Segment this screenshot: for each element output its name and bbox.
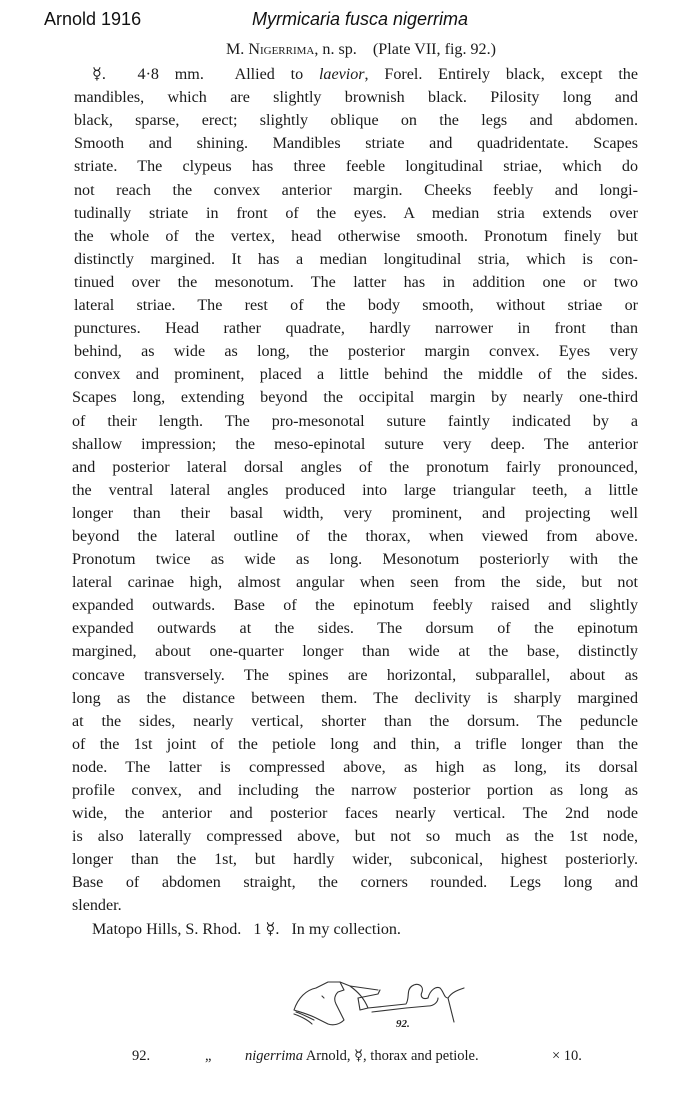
caption-magnification: × 10. <box>552 1048 582 1064</box>
text-line: profile convex, and including the narrow posterior portion as long as <box>72 782 638 799</box>
text-line: at the sides, nearly vertical, shorter than the dorsum. The peduncle <box>72 712 638 730</box>
text-line: the ventral lateral angles produced into large triangular teeth, a little <box>72 481 638 499</box>
text-line: longer than the 1st, but hardly wider, subconical, highest posteriorly. <box>72 851 638 869</box>
text-line: expanded outwards at the sides. The dorsum of the epinotum <box>72 620 638 638</box>
text-line: is also laterally compressed above, but not so much as the 1st node, <box>72 828 638 846</box>
description-paragraph-2 <box>72 386 638 917</box>
text-line: of their length. The pro-mesonotal suture faintly indicated by a <box>72 412 638 430</box>
caption-figure-number: 92. <box>132 1048 151 1064</box>
text-line: Base of abdomen straight, the corners rounded. Legs long and <box>72 874 638 892</box>
text-line: punctures. Head rather quadrate, hardly narrower in front than <box>74 320 638 338</box>
text-line: convex and prominent, placed a little behind the middle of the sides. <box>74 366 638 384</box>
title-plate-reference: , n. sp. (Plate VII, fig. 92.) <box>314 41 496 58</box>
caption-species: nigerrima <box>245 1048 303 1064</box>
text-line: the whole of the vertex, head otherwise smooth. Pronotum finely but <box>74 227 638 245</box>
text-line: Scapes long, extending beyond the occipital margin by nearly one-third <box>72 389 638 407</box>
text-line: Pronotum twice as wide as long. Mesonotum posteriorly with the <box>72 551 638 569</box>
text-line: and posterior lateral dorsal angles of the pronotum fairly pronounced, <box>72 458 638 476</box>
thorax-petiole-illustration <box>288 968 468 1038</box>
text-line: wide, the anterior and posterior faces nearly vertical. The 2nd node <box>72 805 638 823</box>
text-line: beyond the lateral outline of the thorax, when viewed from above. <box>72 527 638 545</box>
text-line: of the 1st joint of the petiole long and thin, a trifle longer than the <box>72 735 638 753</box>
species-title <box>74 38 638 61</box>
text-line: lateral carinae high, almost angular when seen from the side, but not <box>72 574 638 592</box>
figure-number-label: 92. <box>396 1018 410 1030</box>
text-line: black, sparse, erect; slightly oblique on the legs and abdomen. <box>74 112 638 130</box>
text-line: margined, about one-quarter longer than wide at the base, distinctly <box>72 643 638 661</box>
text-line: node. The latter is compressed above, as high as long, its dorsal <box>72 758 638 776</box>
text-line: longer than their basal width, very prominent, and projecting well <box>72 504 638 522</box>
text-line: concave transversely. The spines are horizontal, subparallel, about as <box>72 666 638 684</box>
caption-text <box>245 1048 479 1065</box>
text-line: behind, as wide as long, the posterior margin convex. Eyes very <box>74 343 638 361</box>
text-line: striate. The clypeus has three feeble longitudinal striae, which do <box>74 158 638 176</box>
description-paragraph-1 <box>74 63 638 386</box>
text-line: mandibles, which are slightly brownish black. Pilosity long and <box>74 89 638 107</box>
title-species-name: Nigerrima <box>248 41 315 58</box>
species-description <box>74 38 638 941</box>
text-line: tudinally striate in front of the eyes. A median stria extends over <box>74 204 638 222</box>
text-line: expanded outwards. Base of the epinotum feebly raised and slightly <box>72 597 638 615</box>
caption-ditto-mark: „ <box>205 1048 212 1064</box>
text-line: not reach the convex anterior margin. Cheeks feebly and longi- <box>74 181 638 199</box>
text-line: ☿. 4·8 mm. Allied to laevior, Forel. Entirely black, except the <box>92 66 638 84</box>
locality-note: Matopo Hills, S. Rhod. 1 ☿. In my collection. <box>92 920 401 938</box>
text-line: slender. <box>72 897 122 915</box>
title-genus-initial: M. <box>225 41 249 58</box>
text-line: shallow impression; the meso-epinotal suture very deep. The anterior <box>72 435 638 453</box>
header-species-name: Myrmicaria fusca nigerrima <box>252 9 469 29</box>
text-line: tinued over the mesonotum. The latter has in addition one or two <box>74 273 638 291</box>
text-line: lateral striae. The rest of the body smooth, without striae or <box>74 297 638 315</box>
text-line: distinctly margined. It has a median longitudinal stria, which is con- <box>74 250 638 268</box>
text-line: long as the distance between them. The declivity is sharply margined <box>72 689 638 707</box>
header-author-year: Arnold 1916 <box>44 9 142 29</box>
text-line: Smooth and shining. Mandibles striate and quadridentate. Scapes <box>74 135 638 153</box>
caption-description: Arnold, ☿, thorax and petiole. <box>303 1048 479 1064</box>
